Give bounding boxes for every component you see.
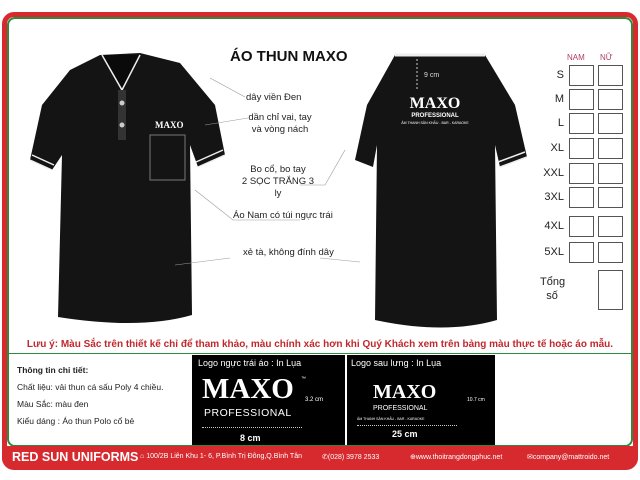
nu-xxl-input[interactable] (598, 163, 623, 184)
back-logo-height: 10.7 cm (467, 397, 485, 403)
address-text: 100/2B Liên Khu 1- 6, P.Bình Trị Đông,Q.Bình Tân (146, 453, 302, 460)
back-distance: 9 cm (424, 72, 440, 79)
logo-sub: PROFESSIONAL (411, 113, 459, 119)
size-label: S (556, 69, 564, 81)
annotation-trim: dây viền Đen (246, 92, 302, 103)
nam-3xl-input[interactable] (569, 187, 594, 208)
nu-s-input[interactable] (598, 65, 623, 86)
email-text: company@mattroido.net (532, 454, 610, 461)
size-row-xl (540, 138, 630, 161)
footer-address (140, 453, 302, 460)
divider (9, 353, 631, 354)
mail-icon: ✉ (527, 454, 533, 461)
detail-material: Chất liệu: vải thun cá sấu Poly 4 chiều. (17, 382, 164, 392)
width-arrow (202, 427, 302, 428)
size-row-3xl (540, 187, 630, 210)
logo-brand: MAXO (409, 95, 461, 112)
home-icon: ⌂ (140, 453, 147, 460)
back-logo-sub: PROFESSIONAL (373, 405, 428, 412)
header-nam: NAM (567, 53, 585, 62)
back-logo-brand: MAXO (373, 381, 437, 403)
size-row-m (540, 89, 630, 112)
total-input[interactable] (598, 270, 623, 310)
stitch-line1: dần chỉ vai, tay (248, 112, 312, 123)
size-row-s (540, 65, 630, 88)
size-table (540, 53, 635, 313)
nu-5xl-input[interactable] (598, 242, 623, 263)
front-logo-height: 3.2 cm (305, 397, 324, 403)
front-logo-panel (192, 355, 345, 445)
nam-5xl-input[interactable] (569, 242, 594, 263)
size-label: 4XL (544, 220, 564, 232)
front-logo-label: Logo ngực trái áo : In Lụa (198, 358, 302, 368)
nu-xl-input[interactable] (598, 138, 623, 159)
nu-3xl-input[interactable] (598, 187, 623, 208)
size-label: XXL (543, 167, 564, 179)
nam-xl-input[interactable] (569, 138, 594, 159)
footer-web[interactable] (410, 453, 502, 461)
back-logo-width: 25 cm (392, 429, 418, 439)
size-label: 3XL (544, 191, 564, 203)
phone-icon: ✆ (322, 454, 328, 461)
footer-brand: RED SUN UNIFORMS (12, 450, 139, 464)
web-text: www.thoitrangdongphuc.net (415, 454, 503, 461)
size-label: L (557, 117, 564, 129)
phone-text: (028) 3978 2533 (327, 454, 380, 461)
nam-s-input[interactable] (569, 65, 594, 86)
nu-l-input[interactable] (598, 113, 623, 134)
nam-m-input[interactable] (569, 89, 594, 110)
collar-line1: Bo cổ, bo tay (250, 164, 306, 175)
size-label: XL (550, 142, 564, 154)
width-arrow (357, 425, 457, 426)
color-note: Lưu ý: Màu Sắc trên thiết kế chỉ để tham khảo, màu chính xác hơn khi Quý Khách xem trên bảng màu thực tế hoặc áo mẫu. (26, 339, 614, 350)
footer-email[interactable] (527, 453, 609, 461)
nam-xxl-input[interactable] (569, 163, 594, 184)
front-logo-width: 8 cm (240, 433, 261, 443)
nam-l-input[interactable] (569, 113, 594, 134)
chest-logo: MAXO (155, 120, 184, 130)
page-title: ÁO THUN MAXO (230, 48, 348, 65)
size-row-l (540, 113, 630, 136)
size-label: M (554, 93, 564, 105)
size-row-5xl (540, 242, 630, 265)
detail-color: Màu Sắc: màu đen (17, 399, 89, 409)
footer (2, 446, 638, 468)
logo-tagline: ÂM THANH SÂN KHẤU - BAR - KARAOKE (401, 121, 469, 125)
nu-4xl-input[interactable] (598, 216, 623, 237)
back-logo-tagline: ÂM THANH SÂN KHẤU - BAR - KARAOKE (357, 417, 425, 421)
front-logo-brand: MAXO (202, 373, 294, 405)
back-logo-panel (347, 355, 495, 445)
front-logo-sub: PROFESSIONAL (204, 407, 292, 419)
detail-style: Kiểu dáng : Áo thun Polo cổ bẻ (17, 416, 135, 426)
total-label: Tổng số (540, 276, 566, 302)
size-row-4xl (540, 216, 630, 239)
header-nu: NỮ (600, 53, 613, 62)
details (17, 362, 163, 430)
globe-icon: ⊕ (410, 454, 416, 461)
footer-phone (322, 453, 379, 461)
nu-m-input[interactable] (598, 89, 623, 110)
annotation-pocket: Áo Nam có túi ngực trái (233, 210, 333, 221)
back-logo-label: Logo sau lưng : In Lụa (351, 358, 442, 368)
size-row-xxl (540, 163, 630, 186)
size-label: 5XL (544, 246, 564, 258)
details-heading: Thông tin chi tiết: (17, 365, 89, 375)
nam-4xl-input[interactable] (569, 216, 594, 237)
annotation-hem: xẻ tà, không đính dây (243, 247, 334, 258)
front-logo-tm: ™ (301, 376, 306, 382)
collar-line2: 2 SỌC TRẮNG 3 ly (241, 176, 315, 199)
stitch-line2: và vòng nách (251, 124, 309, 135)
